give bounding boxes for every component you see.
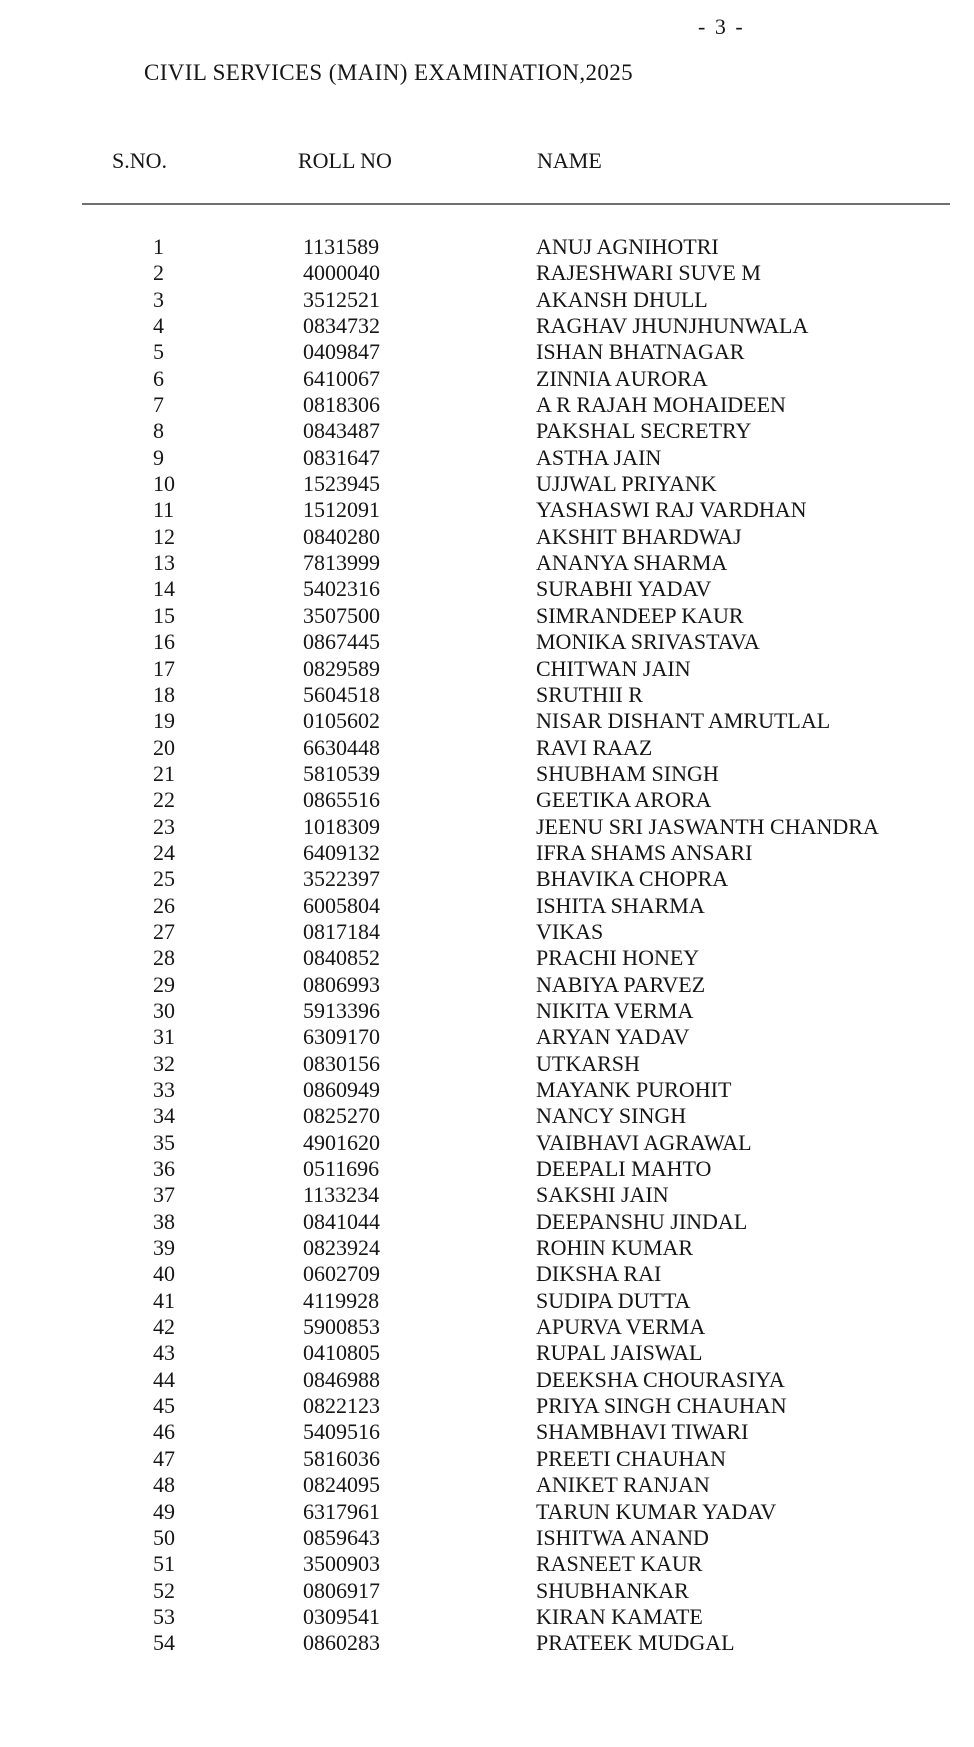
cell-name: RAGHAV JHUNJHUNWALA (536, 313, 809, 339)
cell-name: ANUJ AGNIHOTRI (536, 234, 719, 259)
cell-serial-number: 8 (153, 418, 164, 444)
cell-serial-number: 31 (153, 1024, 175, 1050)
cell-serial-number: 22 (153, 787, 175, 813)
table-row (0, 945, 974, 971)
cell-name: DEEPALI MAHTO (536, 1156, 712, 1182)
table-row (0, 682, 974, 708)
table-row (0, 866, 974, 892)
table-row (0, 1130, 974, 1156)
table-row (0, 576, 974, 602)
cell-roll-no: 6409132 (303, 839, 380, 865)
cell-name: VIKAS (536, 918, 604, 944)
table-row (0, 1209, 974, 1235)
table-row (0, 287, 974, 313)
cell-serial-number: 52 (153, 1577, 175, 1603)
cell-name: PRIYA SINGH CHAUHAN (536, 1393, 787, 1419)
table-row (0, 1182, 974, 1208)
cell-serial-number: 53 (153, 1603, 175, 1629)
cell-name: PRACHI HONEY (536, 945, 700, 971)
cell-roll-no: 5604518 (303, 681, 380, 707)
cell-roll-no: 6005804 (303, 892, 380, 918)
cell-name: SHUBHANKAR (536, 1577, 689, 1603)
cell-serial-number: 20 (153, 734, 175, 760)
table-row (0, 761, 974, 787)
column-header-roll-no: ROLL NO (298, 148, 392, 173)
cell-roll-no: 0840280 (303, 523, 380, 549)
cell-name: AKANSH DHULL (536, 286, 708, 312)
cell-roll-no: 1133234 (303, 1182, 380, 1208)
cell-serial-number: 35 (153, 1129, 175, 1155)
cell-name: DEEPANSHU JINDAL (536, 1208, 748, 1234)
cell-roll-no: 5816036 (303, 1445, 380, 1471)
cell-serial-number: 41 (153, 1287, 175, 1313)
table-row (0, 1604, 974, 1630)
cell-serial-number: 10 (153, 471, 175, 497)
cell-serial-number: 36 (153, 1156, 175, 1182)
cell-serial-number: 40 (153, 1261, 175, 1287)
table-row (0, 1472, 974, 1498)
table-row (0, 366, 974, 392)
cell-roll-no: 4119928 (303, 1287, 380, 1313)
cell-name: APURVA VERMA (536, 1314, 706, 1340)
cell-serial-number: 33 (153, 1077, 175, 1102)
cell-roll-no: 0859643 (303, 1524, 380, 1550)
table-row (0, 1024, 974, 1050)
cell-roll-no: 5900853 (303, 1314, 380, 1340)
cell-roll-no: 0865516 (303, 787, 380, 813)
table-row (0, 1525, 974, 1551)
cell-name: JEENU SRI JASWANTH CHANDRA (536, 813, 879, 839)
cell-serial-number: 47 (153, 1445, 175, 1471)
cell-serial-number: 5 (153, 339, 164, 365)
cell-name: A R RAJAH MOHAIDEEN (536, 392, 786, 418)
cell-name: SIMRANDEEP KAUR (536, 602, 744, 628)
table-row (0, 1340, 974, 1366)
cell-name: ROHIN KUMAR (536, 1235, 694, 1261)
table-row (0, 893, 974, 919)
cell-name: ASTHA JAIN (536, 444, 662, 470)
table-row (0, 1288, 974, 1314)
cell-name: TARUN KUMAR YADAV (536, 1498, 777, 1524)
cell-serial-number: 43 (153, 1340, 175, 1366)
cell-roll-no: 1018309 (303, 813, 380, 839)
table-row (0, 471, 974, 497)
cell-serial-number: 3 (153, 286, 164, 312)
cell-name: SRUTHII R (536, 681, 643, 707)
cell-roll-no: 5402316 (303, 576, 380, 602)
table-row (0, 1367, 974, 1393)
cell-name: ZINNIA AURORA (536, 365, 708, 391)
table-row (0, 1446, 974, 1472)
cell-serial-number: 49 (153, 1498, 175, 1524)
table-row (0, 1156, 974, 1182)
cell-roll-no: 3522397 (303, 866, 380, 892)
cell-serial-number: 21 (153, 760, 175, 786)
cell-roll-no: 6309170 (303, 1024, 380, 1050)
cell-serial-number: 42 (153, 1314, 175, 1340)
results-list (0, 234, 974, 1657)
cell-serial-number: 25 (153, 866, 175, 892)
cell-name: RASNEET KAUR (536, 1551, 703, 1577)
cell-serial-number: 17 (153, 655, 175, 681)
cell-serial-number: 29 (153, 971, 175, 997)
cell-name: VAIBHAVI AGRAWAL (536, 1129, 752, 1155)
cell-serial-number: 45 (153, 1393, 175, 1419)
cell-serial-number: 44 (153, 1366, 175, 1392)
table-row (0, 524, 974, 550)
table-row (0, 708, 974, 734)
cell-serial-number: 37 (153, 1182, 175, 1208)
cell-name: MONIKA SRIVASTAVA (536, 629, 760, 655)
table-row (0, 656, 974, 682)
cell-serial-number: 18 (153, 681, 175, 707)
cell-serial-number: 6 (153, 365, 164, 391)
table-row (0, 1314, 974, 1340)
cell-serial-number: 12 (153, 523, 175, 549)
table-row (0, 1077, 974, 1103)
cell-serial-number: 9 (153, 444, 164, 470)
cell-name: BHAVIKA CHOPRA (536, 866, 729, 892)
cell-name: RAJESHWARI SUVE M (536, 260, 761, 286)
cell-name: ISHITWA ANAND (536, 1524, 709, 1550)
cell-serial-number: 30 (153, 997, 175, 1023)
table-row (0, 840, 974, 866)
cell-roll-no: 0410805 (303, 1340, 380, 1366)
cell-roll-no: 0843487 (303, 418, 380, 444)
cell-name: UTKARSH (536, 1050, 640, 1076)
table-row (0, 550, 974, 576)
cell-serial-number: 2 (153, 260, 164, 286)
cell-serial-number: 13 (153, 550, 175, 576)
cell-serial-number: 14 (153, 576, 175, 602)
table-row (0, 418, 974, 444)
cell-serial-number: 4 (153, 313, 164, 339)
cell-roll-no: 1523945 (303, 471, 380, 497)
cell-serial-number: 19 (153, 708, 175, 734)
table-row (0, 313, 974, 339)
document-title: CIVIL SERVICES (MAIN) EXAMINATION,2025 (144, 60, 634, 85)
cell-name: YASHASWI RAJ VARDHAN (536, 497, 807, 523)
cell-serial-number: 39 (153, 1235, 175, 1261)
cell-roll-no: 0834732 (303, 313, 380, 339)
cell-roll-no: 0860949 (303, 1077, 380, 1102)
cell-name: SAKSHI JAIN (536, 1182, 669, 1208)
cell-name: AKSHIT BHARDWAJ (536, 523, 742, 549)
cell-name: NABIYA PARVEZ (536, 971, 706, 997)
cell-name: PAKSHAL SECRETRY (536, 418, 752, 444)
cell-name: PRATEEK MUDGAL (536, 1630, 735, 1656)
cell-roll-no: 5913396 (303, 997, 380, 1023)
cell-roll-no: 0806993 (303, 971, 380, 997)
cell-roll-no: 4901620 (303, 1129, 380, 1155)
cell-serial-number: 15 (153, 602, 175, 628)
cell-serial-number: 7 (153, 392, 164, 418)
column-header-sno: S.NO. (112, 148, 168, 173)
cell-roll-no: 0829589 (303, 655, 380, 681)
table-row (0, 392, 974, 418)
table-row (0, 445, 974, 471)
table-row (0, 234, 974, 260)
cell-roll-no: 0817184 (303, 918, 380, 944)
cell-roll-no: 0860283 (303, 1630, 380, 1656)
table-row (0, 1630, 974, 1656)
cell-roll-no: 0846988 (303, 1366, 380, 1392)
cell-roll-no: 0831647 (303, 444, 380, 470)
table-row (0, 972, 974, 998)
cell-roll-no: 0867445 (303, 629, 380, 655)
table-row (0, 1235, 974, 1261)
cell-serial-number: 51 (153, 1551, 175, 1577)
cell-name: SURABHI YADAV (536, 576, 712, 602)
cell-serial-number: 23 (153, 813, 175, 839)
cell-name: UJJWAL PRIYANK (536, 471, 717, 497)
table-row (0, 1393, 974, 1419)
cell-roll-no: 0309541 (303, 1603, 380, 1629)
cell-name: SHUBHAM SINGH (536, 760, 719, 786)
cell-name: SHAMBHAVI TIWARI (536, 1419, 749, 1445)
cell-serial-number: 16 (153, 629, 175, 655)
cell-serial-number: 54 (153, 1630, 175, 1656)
cell-roll-no: 0806917 (303, 1577, 380, 1603)
cell-roll-no: 0841044 (303, 1208, 380, 1234)
table-row (0, 1419, 974, 1445)
cell-name: RAVI RAAZ (536, 734, 653, 760)
cell-roll-no: 0825270 (303, 1103, 380, 1129)
cell-name: PREETI CHAUHAN (536, 1445, 727, 1471)
cell-serial-number: 24 (153, 839, 175, 865)
cell-roll-no: 0824095 (303, 1472, 380, 1498)
cell-roll-no: 6410067 (303, 365, 380, 391)
cell-name: ANIKET RANJAN (536, 1472, 710, 1498)
cell-name: CHITWAN JAIN (536, 655, 691, 681)
cell-serial-number: 27 (153, 918, 175, 944)
cell-name: ISHAN BHATNAGAR (536, 339, 745, 365)
table-row (0, 1261, 974, 1287)
cell-name: DEEKSHA CHOURASIYA (536, 1366, 785, 1392)
cell-roll-no: 5409516 (303, 1419, 380, 1445)
cell-serial-number: 46 (153, 1419, 175, 1445)
cell-roll-no: 0602709 (303, 1261, 380, 1287)
cell-serial-number: 34 (153, 1103, 175, 1129)
cell-roll-no: 0105602 (303, 708, 380, 734)
cell-name: ANANYA SHARMA (536, 550, 728, 576)
cell-roll-no: 6630448 (303, 734, 380, 760)
cell-name: DIKSHA RAI (536, 1261, 662, 1287)
cell-serial-number: 11 (153, 497, 175, 523)
page-number: - 3 - (698, 14, 745, 39)
table-row (0, 603, 974, 629)
cell-name: SUDIPA DUTTA (536, 1287, 691, 1313)
cell-roll-no: 5810539 (303, 760, 380, 786)
cell-serial-number: 1 (153, 234, 164, 259)
table-row (0, 629, 974, 655)
cell-serial-number: 26 (153, 892, 175, 918)
table-row (0, 919, 974, 945)
table-row (0, 339, 974, 365)
cell-serial-number: 48 (153, 1472, 175, 1498)
cell-roll-no: 3500903 (303, 1551, 380, 1577)
cell-roll-no: 3507500 (303, 602, 380, 628)
table-row (0, 497, 974, 523)
cell-serial-number: 50 (153, 1524, 175, 1550)
cell-name: NISAR DISHANT AMRUTLAL (536, 708, 831, 734)
cell-roll-no: 0822123 (303, 1393, 380, 1419)
cell-roll-no: 1131589 (303, 234, 380, 259)
cell-name: ISHITA SHARMA (536, 892, 705, 918)
cell-roll-no: 6317961 (303, 1498, 380, 1524)
table-row (0, 998, 974, 1024)
table-row (0, 1551, 974, 1577)
cell-roll-no: 0840852 (303, 945, 380, 971)
cell-name: RUPAL JAISWAL (536, 1340, 703, 1366)
cell-roll-no: 4000040 (303, 260, 380, 286)
table-row (0, 787, 974, 813)
cell-name: NIKITA VERMA (536, 997, 694, 1023)
cell-roll-no: 0409847 (303, 339, 380, 365)
cell-roll-no: 0818306 (303, 392, 380, 418)
cell-serial-number: 32 (153, 1050, 175, 1076)
cell-roll-no: 1512091 (303, 497, 380, 523)
cell-name: NANCY SINGH (536, 1103, 687, 1129)
cell-roll-no: 0823924 (303, 1235, 380, 1261)
cell-serial-number: 38 (153, 1208, 175, 1234)
cell-name: KIRAN KAMATE (536, 1603, 703, 1629)
table-row (0, 1103, 974, 1129)
cell-name: ARYAN YADAV (536, 1024, 690, 1050)
cell-name: GEETIKA ARORA (536, 787, 712, 813)
column-header-name: NAME (537, 148, 602, 173)
header-divider (82, 203, 950, 205)
cell-roll-no: 3512521 (303, 286, 380, 312)
table-row (0, 1499, 974, 1525)
cell-serial-number: 28 (153, 945, 175, 971)
table-row (0, 814, 974, 840)
table-row (0, 735, 974, 761)
cell-roll-no: 0511696 (303, 1156, 380, 1182)
table-row (0, 260, 974, 286)
cell-name: MAYANK PUROHIT (536, 1077, 732, 1102)
table-row (0, 1051, 974, 1077)
cell-roll-no: 0830156 (303, 1050, 380, 1076)
cell-roll-no: 7813999 (303, 550, 380, 576)
cell-name: IFRA SHAMS ANSARI (536, 839, 753, 865)
table-row (0, 1578, 974, 1604)
